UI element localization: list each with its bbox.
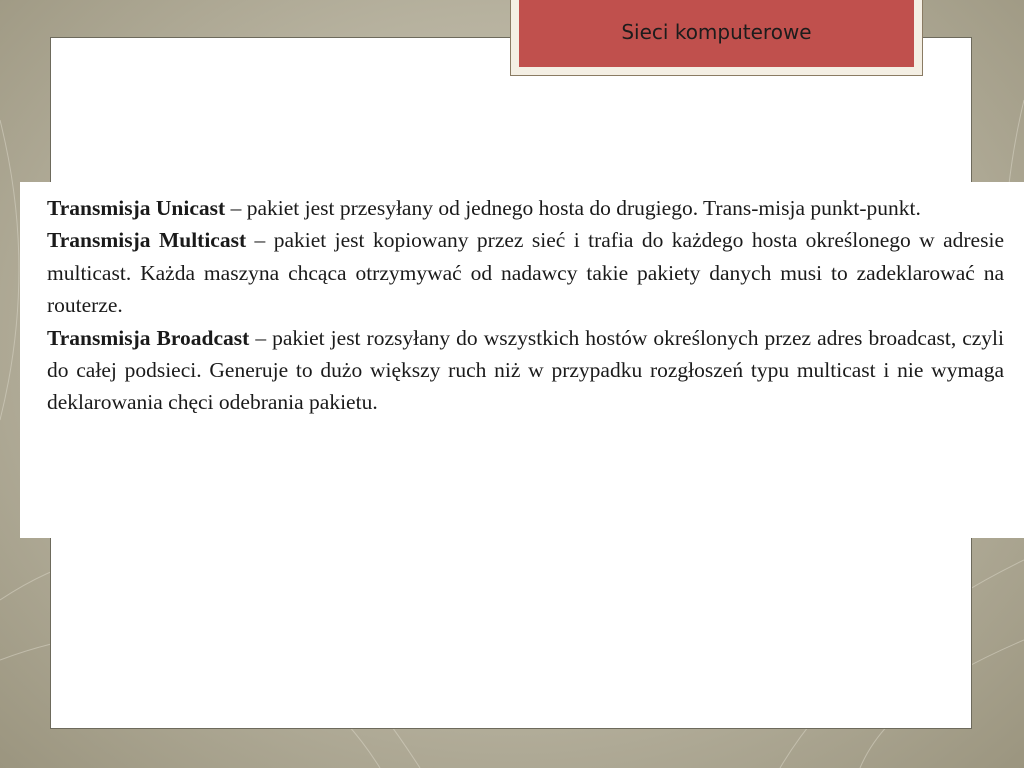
content-panel xyxy=(20,182,1024,538)
slide-title: Sieci komputerowe xyxy=(621,20,812,44)
definition-broadcast: – pakiet jest rozsyłany do wszystkich hostów określonych przez adres broadcast, czyli do całej podsieci. Generuje to dużo większy ruch niż w przypadku rozgłoszeń typu multicast i nie wymaga deklarowania chęci odebrania pakietu. xyxy=(47,325,1005,415)
paragraph-multicast xyxy=(47,224,1004,321)
paragraph-broadcast xyxy=(47,322,1004,419)
term-multicast: Transmisja Multicast xyxy=(47,228,247,253)
definition-multicast: – pakiet jest kopiowany przez sieć i trafia do każdego hosta określonego w adresie multicast. Każda maszyna chcąca otrzymywać od nadawcy takie pakiety danych musi to zadeklarować na routerze. xyxy=(47,228,1004,318)
definition-unicast: – pakiet jest przesyłany od jednego hosta do drugiego. Trans-misja punkt-punkt. xyxy=(225,196,921,220)
term-broadcast: Transmisja Broadcast xyxy=(47,325,250,350)
paragraph-unicast xyxy=(47,192,1004,224)
title-bar xyxy=(519,0,914,67)
title-tab xyxy=(510,0,923,76)
term-unicast: Transmisja Unicast xyxy=(47,196,226,220)
